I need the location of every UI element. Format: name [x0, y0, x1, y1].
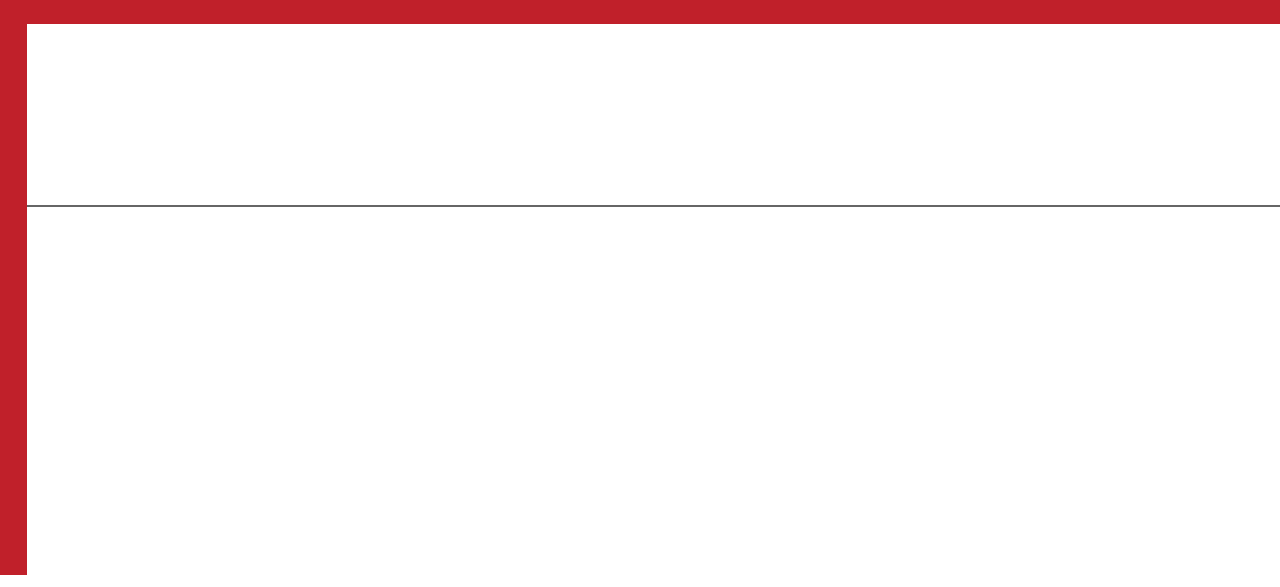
season-summary: [58, 24, 1280, 207]
roster-changes: [58, 207, 1280, 575]
season-label-box: [27, 24, 58, 207]
left-red-bar: [0, 24, 27, 575]
changes-label-box: [27, 207, 58, 575]
footer: [0, 575, 1280, 587]
header-bar: [0, 0, 1280, 24]
